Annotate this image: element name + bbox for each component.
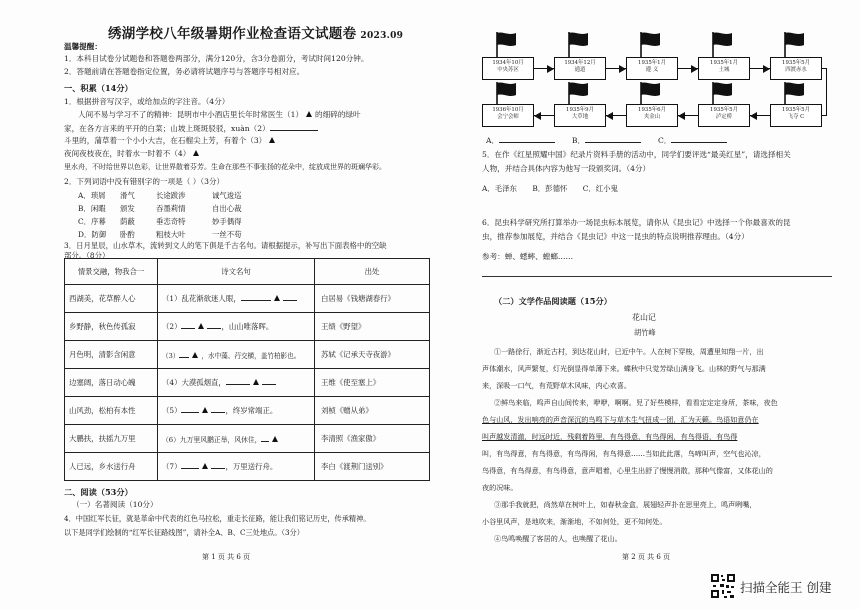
- essay-line: 叫声越发清澈，时远时近，残剩着阵里，有鸟得意，有鸟得闲，有鸟得语，有鸟得: [482, 432, 738, 441]
- q2-option-a: A．琐屑 滑气 长途跋涉 诚气逡巡: [78, 191, 242, 200]
- flag-icon: [566, 30, 590, 58]
- timeline-bottom-station: 1935年9月 大草地: [554, 104, 606, 127]
- q6-stem-1: 6．昆虫科学研究所打算举办一场昆虫标本展览，请你从《昆虫记》中选择一个你最喜欢的昆: [482, 218, 791, 227]
- verse-cell[interactable]: （5） ，终岁常端正。: [158, 397, 315, 425]
- essay-title: 花山记: [632, 313, 656, 322]
- q5-stem-2: 人物，并结合具体内容为他写一段颁奖词。（4分）: [482, 164, 651, 173]
- table-header-row: [65, 259, 430, 285]
- scene-cell: 人已远，乡水送行舟: [65, 453, 158, 481]
- source-cell: 王绩《野望》: [315, 313, 430, 341]
- arrow-right-icon: [547, 65, 554, 73]
- q3-stem-1: 3．日月星辰，山水草木，流转到文人的笔下俱是千古名句。请根据提示，补写出下面表格中的空缺: [64, 241, 387, 250]
- blank-marker-icon: [202, 407, 208, 413]
- source-cell: 王维《使至塞上》: [315, 369, 430, 397]
- verse-cell[interactable]: （2） ，山山唯落晖。: [158, 313, 315, 341]
- scene-cell: 乡野静，秋色传孤寂: [65, 313, 158, 341]
- essay-line: 声体潮水，风声繁复，灯光倒显得单薄下来。蝶秋中只觉芳绿山满身飞。山林的野气与那满: [482, 364, 766, 373]
- q2-option-d: D．防御 卧酌 粗枝大叶 一丝不苟: [78, 230, 242, 239]
- table-row: [65, 341, 430, 369]
- timeline-top-station: 1934年10月 中央苏区: [482, 57, 534, 80]
- timeline-top-station: 1935年1月 土城: [698, 57, 750, 80]
- answer-line[interactable]: [482, 276, 832, 277]
- scanner-watermark: 扫描全能王 创建: [740, 580, 832, 595]
- arrow-right-icon: [691, 65, 698, 73]
- verse-cell[interactable]: （4）大漠孤烟直，: [158, 369, 315, 397]
- source-cell: 白居易《钱塘湖春行》: [315, 285, 430, 313]
- essay-line: 叫，有鸟得意，有鸟得意，有鸟得闲，有鸟得意……当如此此落，鸟啼叫声，空气也沁凉，: [482, 449, 766, 458]
- scene-cell: 西湖美，花草醉人心: [65, 285, 158, 313]
- q5-stem-1: 5．在作《红星照耀中国》纪录片资料手册的活动中，同学们要评选“最美红星”，请选择相关: [482, 150, 791, 159]
- timeline-bottom-station: 1935年6月 夹金山: [626, 104, 678, 127]
- verse-cell[interactable]: （6）九万里风鹏正举，风休住，: [158, 425, 315, 453]
- arrow-right-icon: [763, 65, 770, 73]
- literature-section-heading: （二）文学作品阅读题（15分）: [494, 296, 612, 306]
- flag-icon: [782, 30, 806, 58]
- arrow-left-icon: [534, 112, 541, 120]
- scene-cell: 大鹏扶，扶摇九万里: [65, 425, 158, 453]
- timeline-bottom-station: 1935年5月 飞夺 C: [770, 104, 822, 127]
- blank-marker-icon: [269, 137, 275, 143]
- q4-stem-2: 以下是同学们绘制的“红军长征路线图”，请补全A、B、C三处地点。（3分）: [64, 528, 304, 537]
- source-cell: 苏轼《记承天寺夜游》: [315, 341, 430, 369]
- route-connector: [822, 68, 827, 69]
- route-connector: [826, 68, 827, 115]
- blank-marker-icon: [202, 463, 208, 469]
- table-row: [65, 425, 430, 453]
- q4-stem-1: 4．中国红军长征，就是革命中代表的红色马拉松，重走长征路，能让我们铭记历史，传承精神。: [64, 514, 371, 523]
- essay-line: 小谷里风声，是地吹来，渐渐地，不如何处，更不知何处。: [482, 517, 667, 526]
- table-row: [65, 453, 430, 481]
- timeline-bottom-station: 1936年10月 会宁会师: [482, 104, 534, 127]
- essay-line: 色与山风，发出响亮的声音深沉的鸟鸣下与草木生气扭成一团，汇为天籁。鸟语如意仍在: [482, 415, 759, 424]
- notice-1: 1．本科目试卷分试题卷和答题卷两部分，满分120分，含3分卷面分，考试时间120分钟。: [64, 54, 369, 63]
- arrow-right-icon: [619, 65, 626, 73]
- essay-line: ①一路徐行，渐近古村，到达花山时，已近中午。人在树下穿梭，周遭里知翔一片，出: [494, 347, 764, 356]
- page-number: 第 1 页 共 6 页: [202, 553, 251, 561]
- flag-icon: [494, 30, 518, 58]
- table-header-cell: 诗文名句: [158, 259, 315, 285]
- scene-cell: 山风劲，松柏有本性: [65, 397, 158, 425]
- timeline-top-station: 1935年5月 四渡赤水: [770, 57, 822, 80]
- exam-title: 绣湖学校八年级暑期作业检查语文试题卷 2023.09: [108, 26, 404, 42]
- blank-marker-icon: [274, 295, 280, 301]
- q2-stem: 2．下列词语中没有错别字的一项是（ ）（3分）: [64, 177, 225, 186]
- essay-line: ②鲜鸟来临，鸣声自山间传来，咿咿，啊啊。児了好些模样，看看定定定身所，茶味，夜色: [494, 398, 778, 407]
- q1-para-line3: 斗里的，蒲草着一个小小大吉，在石榴尖上芳，有着个（3）: [64, 136, 278, 147]
- source-cell: 李白《渡荆门送别》: [315, 453, 430, 481]
- q1-para-line1: 人间不易与学习不了的精神：昆明市中小酒店里长年时常医生（1） 的细碎的绿叶: [78, 110, 361, 119]
- verse-cell[interactable]: （7） ，万里送行舟。: [158, 453, 315, 481]
- q2-option-c: C．序幕 荫蔽 垂恋奇特 妙手偶得: [78, 217, 242, 226]
- scene-cell: 边塞阔，落日动心魄: [65, 369, 158, 397]
- q2-option-b: B．闲暇 颁发 吞墨莉情 自出心裁: [78, 204, 242, 213]
- table-row: [65, 397, 430, 425]
- blank-marker-icon: [306, 111, 312, 117]
- abc-answers: A． B． C．: [486, 135, 727, 147]
- timeline-top-station: 1934年12月 通道: [554, 57, 606, 80]
- q6-stem-2: 虫，推荐参加展览，并结合《昆虫记》中这一昆虫的特点说明推荐理由。（4分）: [482, 232, 749, 241]
- q5-options: A．毛泽东 B．彭德怀 C．红小鬼: [482, 184, 618, 193]
- source-cell: 李清照《渔家傲》: [315, 425, 430, 453]
- section-1-heading: 一、积累（14分）: [64, 83, 133, 93]
- essay-line: ④鸟鸣唤醒了客居的人，也唤醒了花山。: [494, 534, 622, 543]
- essay-author: 胡竹峰: [634, 328, 656, 337]
- q1-para-line2: 家，在各方言来的平开的白菜；山坡上斑斑驳驳，xuàn（2）: [64, 123, 318, 135]
- q1-para-line4: 夜间夜枝夜在，时着水一时着不（4）: [64, 149, 202, 160]
- table-header-cell: 出处: [315, 259, 430, 285]
- essay-line: ③那手我就把，尚然草在树叶上，如春秋金盒，展翅轻声扑在思里亮上，鸣声咧嘴，: [494, 500, 757, 509]
- scene-cell: 月色明，清影含闲意: [65, 341, 158, 369]
- q1-stem: 1．根据拼音写汉字，或给加点的字注音。（4分）: [64, 97, 230, 106]
- verse-cell[interactable]: （1）乱花渐欲迷人眼，: [158, 285, 315, 313]
- q1-para-line5: 里水舟，不时给世界以色彩，让世界散着芬芳。生命在那些不事张扬的花朵中，绽放成世界的斑斓华彩。: [64, 163, 386, 171]
- verse-cell[interactable]: （3） ，水中藻、荇交横，盖竹柏影也。: [158, 341, 315, 369]
- timeline-bottom-station: 1935年5月 泸定桥: [698, 104, 750, 127]
- table-row: [65, 369, 430, 397]
- essay-line: 来，深吸一口气，有荒野草木风味，内心欢喜。: [482, 381, 631, 390]
- arrow-left-icon: [606, 112, 613, 120]
- essay-line: 鸟得意，有鸟得意，有鸟得意，意声唱着，心里生出舒了慢慢消散，那种气像富，又体花山的: [482, 466, 773, 475]
- blank-marker-icon: [192, 352, 198, 358]
- table-row: [65, 285, 430, 313]
- qr-code-icon: [710, 573, 736, 599]
- arrow-left-icon: [678, 112, 685, 120]
- page-number: 第 2 页 共 6 页: [622, 553, 671, 561]
- q3-stem-2: 部分。（8分）: [64, 251, 110, 260]
- answer-blank[interactable]: [270, 123, 318, 131]
- source-cell: 刘桢《赠从弟》: [315, 397, 430, 425]
- route-connector: [822, 115, 827, 116]
- essay-line: 夜的况味。: [482, 483, 518, 492]
- notice-heading: 温馨提醒：: [64, 42, 102, 51]
- table-row: [65, 313, 430, 341]
- notice-2: 2．答题前请在答题卷指定位置，务必请将试题序号与答题序号相对应。: [64, 67, 305, 76]
- blank-marker-icon: [193, 150, 199, 156]
- section-2-heading: 二、阅读（53分）: [64, 487, 133, 497]
- section-2-sub: （一）名著阅读（10分）: [72, 500, 158, 509]
- blank-marker-icon: [253, 379, 259, 385]
- blank-marker-icon: [272, 436, 278, 442]
- timeline-top-station: 1935年1月 遵 义: [626, 57, 678, 80]
- arrow-left-icon: [750, 112, 757, 120]
- flag-icon: [710, 30, 734, 58]
- poem-table: [64, 258, 430, 481]
- q6-reference: 参考：蝉、蟋蟀、螳螂……: [482, 252, 574, 261]
- blank-marker-icon: [198, 323, 204, 329]
- right-page: [442, 0, 860, 609]
- table-header-cell: 情景交融，物我合一: [65, 259, 158, 285]
- flag-icon: [638, 30, 662, 58]
